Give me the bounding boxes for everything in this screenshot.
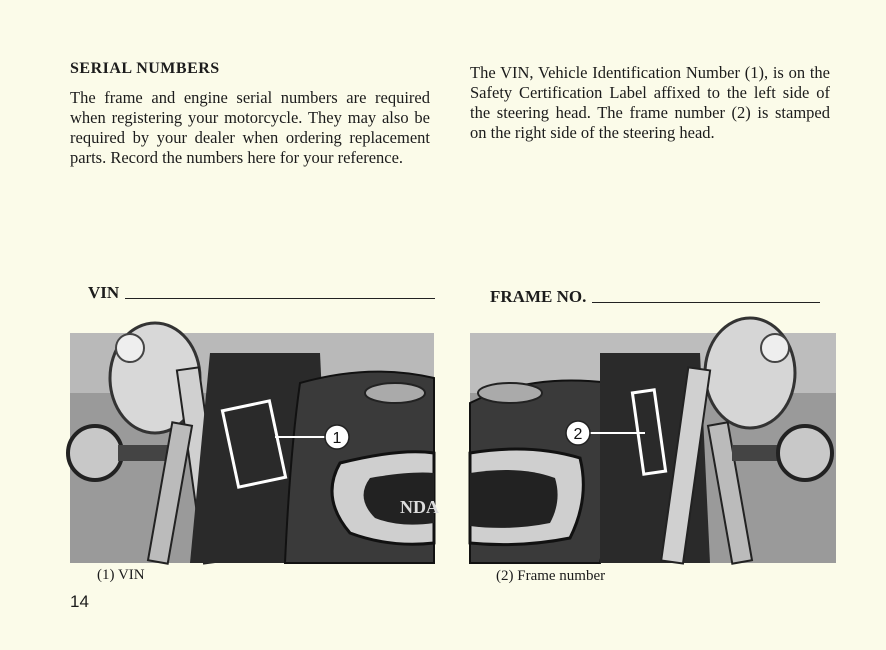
vin-field <box>88 283 435 303</box>
section-heading: SERIAL NUMBERS <box>70 60 220 77</box>
vin-location-photo <box>70 333 439 563</box>
vin-label: VIN <box>88 283 120 302</box>
vin-blank-line <box>125 297 435 299</box>
vin-photo-caption: (1) VIN <box>97 567 145 583</box>
right-paragraph: The VIN, Vehicle Identification Number (1), is on the Safety Certification Label affixed to the left side of the steering head. The frame number (2) is stamped on the right side of the steering head. <box>470 63 830 142</box>
frame-number-location-photo <box>470 333 836 563</box>
callout-1-number: 1 <box>332 430 342 447</box>
left-paragraph: The frame and engine serial numbers are required when registering your motorcycle. They may also be required by your dealer when ordering replacement parts. Record the numbers here for your reference. <box>70 88 430 167</box>
frame-number-blank-line <box>592 301 820 303</box>
tank-logo-text: NDA <box>400 497 439 517</box>
frame-number-label: FRAME NO. <box>490 287 587 306</box>
frame-photo-caption: (2) Frame number <box>496 568 606 584</box>
page-number: 14 <box>70 592 89 611</box>
frame-number-field <box>490 287 820 307</box>
callout-2-number: 2 <box>573 426 583 443</box>
